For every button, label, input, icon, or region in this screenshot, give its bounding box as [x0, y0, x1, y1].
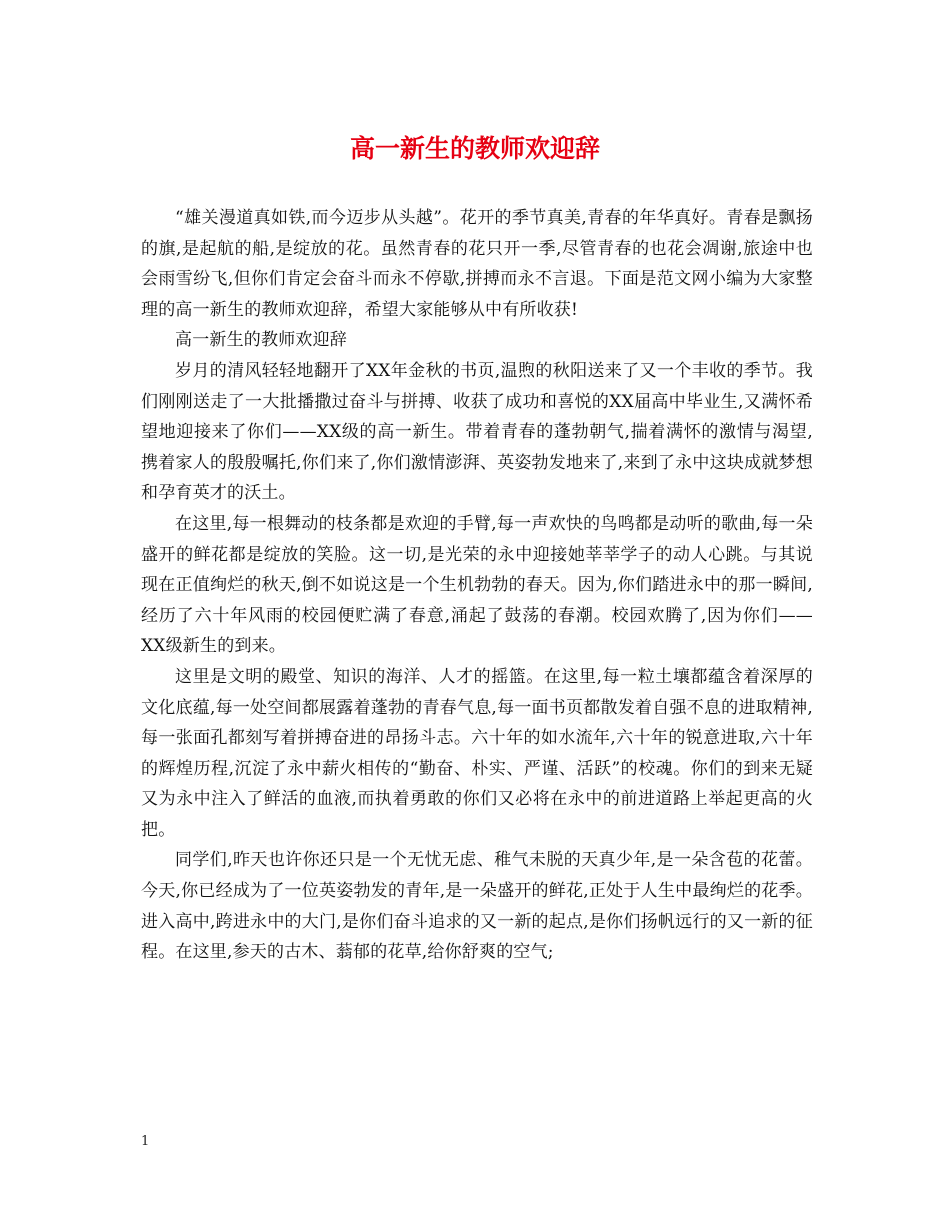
section-heading: 高一新生的教师欢迎辞 [175, 330, 347, 351]
page-number: 1 [141, 1134, 150, 1149]
body-paragraph: 岁月的清风轻轻地翻开了XX年金秋的书页,温煦的秋阳送来了又一个丰收的季节。我们刚刚送走了一大批播撒过奋斗与拼搏、收获了成功和喜悦的XX届高中毕业生,又满怀希望地迎接来了你们——XX级的高一新生。带着青春的蓬勃朝气,揣着满怀的激情与渴望,携着家人的殷殷嘱托,你们来了,你们激情澎湃、英姿勃发地来了,来到了永中这块成就梦想和孕育英才的沃土。 [141, 360, 813, 504]
body-paragraph: 这里是文明的殿堂、知识的海洋、人才的摇篮。在这里,每一粒土壤都蕴含着深厚的文化底蕴,每一处空间都展露着蓬勃的青春气息,每一面书页都散发着自强不息的进取精神,每一张面孔都刻写着拼搏奋进的昂扬斗志。六十年的如水流年,六十年的锐意进取,六十年的辉煌历程,沉淀了永中薪火相传的“勤奋、朴实、严谨、活跃”的校魂。你们的到来无疑又为永中注入了鲜活的血液,而执着勇敢的你们又必将在永中的前进道路上举起更高的火把。 [141, 666, 813, 840]
intro-paragraph: “雄关漫道真如铁,而今迈步从头越”。花开的季节真美,青春的年华真好。青春是飘扬的旗,是起航的船,是绽放的花。虽然青春的花只开一季,尽管青春的也花会凋谢,旅途中也会雨雪纷飞,但你们肯定会奋斗而永不停歇,拼搏而永不言退。下面是范文网小编为大家整理的高一新生的教师欢迎辞，希望大家能够从中有所收获! [141, 208, 813, 320]
document-title: 高一新生的教师欢迎辞 [349, 134, 600, 163]
body-paragraph: 同学们,昨天也许你还只是一个无忧无虑、稚气未脱的天真少年,是一朵含苞的花蕾。今天,你已经成为了一位英姿勃发的青年,是一朵盛开的鲜花,正处于人生中最绚烂的花季。进入高中,跨进永中的大门,是你们奋斗追求的又一新的起点,是你们扬帆远行的又一新的征程。在这里,参天的古木、蓊郁的花草,给你舒爽的空气; [141, 850, 813, 963]
document-body [141, 203, 813, 968]
body-paragraph: 在这里,每一根舞动的枝条都是欢迎的手臂,每一声欢快的鸟鸣都是动听的歌曲,每一朵盛开的鲜花都是绽放的笑脸。这一切,是光荣的永中迎接她莘莘学子的动人心跳。与其说现在正值绚烂的秋天,倒不如说这是一个生机勃勃的春天。因为,你们踏进永中的那一瞬间,经历了六十年风雨的校园便贮满了春意,涌起了鼓荡的春潮。校园欢腾了,因为你们——XX级新生的到来。 [141, 513, 813, 657]
